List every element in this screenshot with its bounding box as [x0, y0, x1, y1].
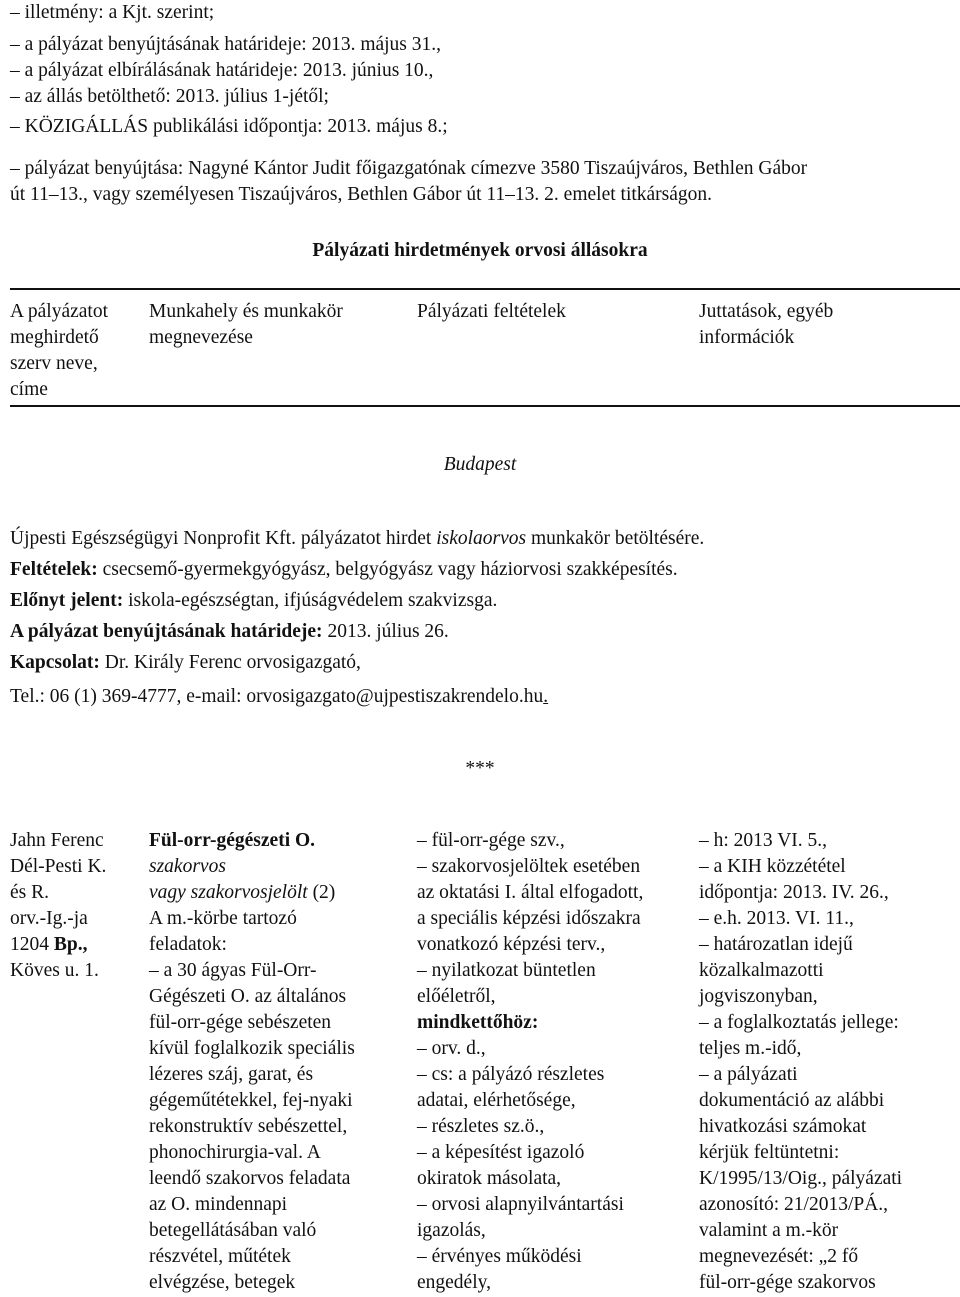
- ad2-col-workplace: Fül-orr-gégészeti O. szakorvos vagy szakorvosjelölt (2) A m.-körbe tartozó feladatok: – a 30 ágyas Fül-Orr- Gégészeti O. az általános fül-orr-gége sebészeten kívül foglalkozik speciális lézeres száj, garat, és gégeműtétekkel, fej-nyaki rekonstruktív sebészettel, phonochirurgia-val. A leendő szakorvos feladata az O. mindennapi betegellátásában való részvétel, műtétek elvégzése, betegek: [149, 830, 355, 1293]
- separator-asterisks: ***: [465, 758, 495, 779]
- intro-line: – pályázat benyújtása: Nagyné Kántor Judit főigazgatónak címezve 3580 Tiszaújváros, Bethlen Gábor: [10, 158, 808, 179]
- header-bottom-rule: [10, 405, 960, 407]
- header-col-benefits: Juttatások, egyéb információk: [699, 301, 834, 348]
- intro-line: – a pályázat benyújtásának határideje: 2013. május 31.,: [10, 34, 442, 55]
- intro-line: – a pályázat elbírálásának határideje: 2013. június 10.,: [10, 60, 434, 81]
- ad1-line-contact: Kapcsolat: Dr. Király Ferenc orvosigazgató,: [10, 652, 361, 673]
- email-link[interactable]: .: [543, 686, 549, 707]
- ad2-col-conditions: – fül-orr-gége szv., – szakorvosjelöltek esetében az oktatási I. által elfogadott, a speciális képzési időszakra vonatkozó képzési terv., – nyilatkozat büntetlen előéletről, mindkettőhöz: – orv. d., – cs: a pályázó részletes adatai, elérhetősége, – részletes sz.ö., – a képesítést igazoló okiratok másolata, – orvosi alapnyilvántartási igazolás, – érvényes működési engedély,: [417, 830, 644, 1293]
- city-heading: Budapest: [443, 454, 517, 475]
- ad2-col-benefits: – h: 2013 VI. 5., – a KIH közzététel időpontja: 2013. IV. 26., – e.h. 2013. VI. 11., – határozatlan idejű közalkalmazotti jogviszonyban, – a foglalkoztatás jellege: teljes m.-idő, – a pályázati dokumentáció az alábbi hivatkozási számokat kérjük feltüntetni: K/1995/13/Oig., pályázati azonosító: 21/2013/PÁ., valamint a m.-kör megnevezését: „2 fő fül-orr-gége szakorvos: [699, 830, 903, 1293]
- ad1-line-phone-email: Tel.: 06 (1) 369-4777, e-mail: orvosigazgato@ujpestiszakrendelo.hu.: [10, 686, 549, 707]
- ad1-line-advantage: Előnyt jelent: iskola-egészségtan, ifjúságvédelem szakvizsga.: [10, 590, 498, 611]
- header-col-conditions: Pályázati feltételek: [417, 301, 566, 322]
- intro-line: – KÖZIGÁLLÁS publikálási időpontja: 2013. május 8.;: [10, 116, 448, 137]
- section-title: Pályázati hirdetmények orvosi állásokra: [312, 240, 648, 261]
- ad1-line-deadline: A pályázat benyújtásának határideje: 2013. július 26.: [10, 621, 449, 642]
- header-col-organizer: A pályázatot meghirdető szerv neve, címe: [10, 301, 109, 400]
- intro-line: út 11–13., vagy személyesen Tiszaújváros, Bethlen Gábor út 11–13. 2. emelet titkárságon.: [10, 184, 713, 205]
- header-top-rule: [10, 288, 960, 290]
- intro-line: – az állás betölthető: 2013. július 1-jétől;: [10, 86, 329, 107]
- header-col-workplace: Munkahely és munkakör megnevezése: [149, 301, 343, 348]
- ad1-line-conditions: Feltételek: csecsemő-gyermekgyógyász, belgyógyász vagy háziorvosi szakképesítés.: [10, 559, 678, 580]
- intro-line: – illetmény: a Kjt. szerint;: [10, 2, 215, 23]
- ad2-col-organizer: Jahn Ferenc Dél-Pesti K. és R. orv.-Ig.-ja 1204 Bp., Köves u. 1.: [10, 830, 107, 981]
- ad1-line-intro: Újpesti Egészségügyi Nonprofit Kft. pályázatot hirdet iskolaorvos munkakör betöltésére.: [10, 528, 705, 549]
